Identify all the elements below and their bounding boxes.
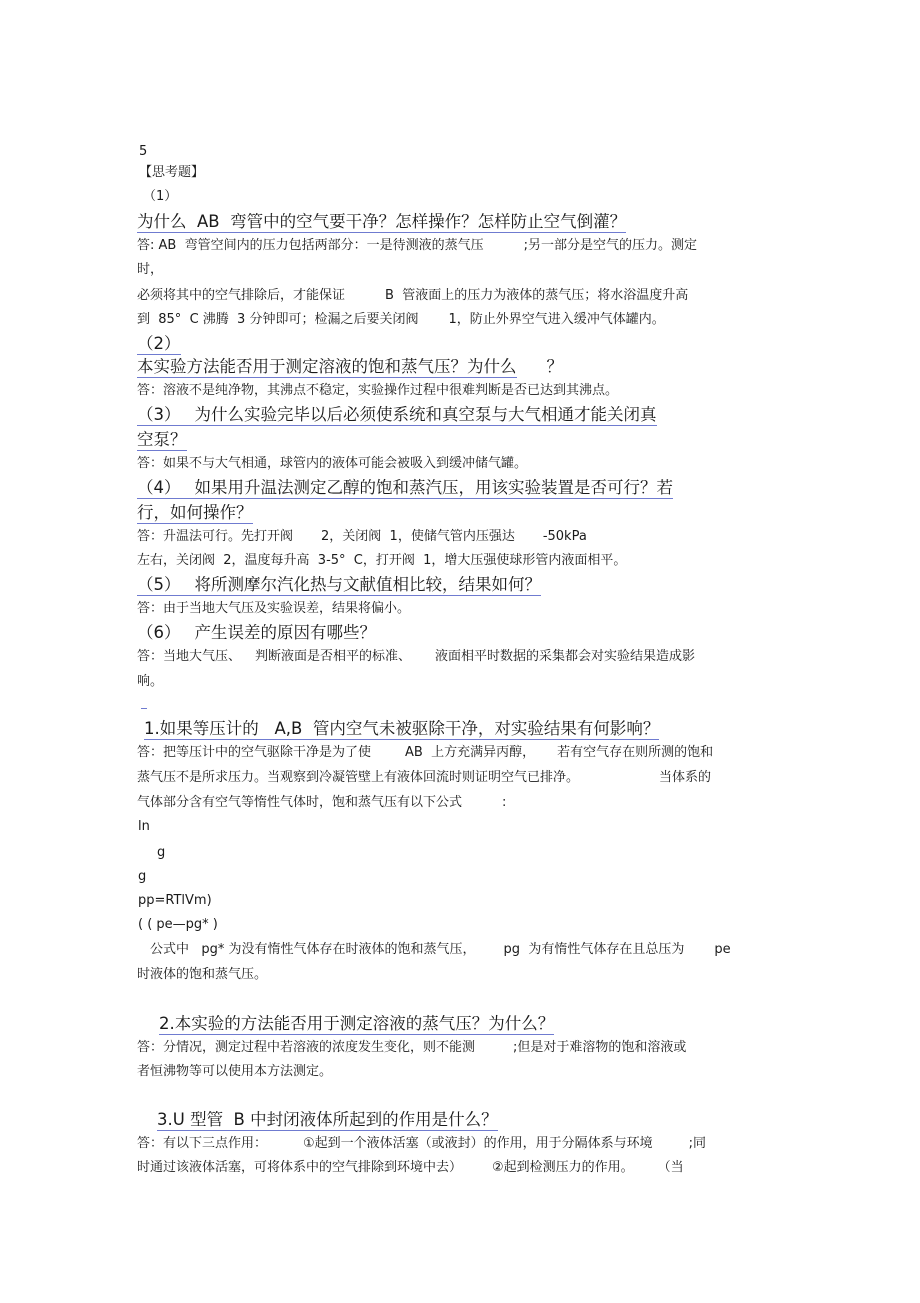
answer-line: 时通过该液体活塞，可将体系中的空气排除到环境中去） ②起到检测压力的作用。 （当 [137, 1160, 684, 1175]
question-title: （3） 为什么实验完毕以后必须使系统和真空泵与大气相通才能关闭真 [137, 405, 657, 424]
formula-line: g [157, 845, 166, 860]
formula-line: g [138, 869, 147, 884]
answer-line: 响。 [137, 674, 164, 689]
section-title: 【思考题】 [139, 165, 205, 180]
answer-line: 答: AB 弯管空间内的压力包括两部分：一是待测液的蒸气压 ;另一部分是空气的压力。测定 [137, 238, 697, 253]
answer-line: 答：由于当地大气压及实验误差，结果将偏小。 [137, 601, 411, 616]
question-title: （4） 如果用升温法测定乙醇的饱和蒸汽压，用该实验装置是否可行？若 [137, 478, 673, 497]
question-title: 空泵？ [137, 430, 187, 449]
answer-line: 答：如果不与大气相通，球管内的液体可能会被吸入到缓冲储气罐。 [137, 456, 528, 471]
question-number: （1） [143, 189, 178, 204]
question-number: （2） [137, 334, 181, 353]
answer-line: 必须将其中的空气排除后，才能保证 B 管液面上的压力为液体的蒸气压；将水浴温度升高 [137, 288, 689, 303]
answer-line: 答：溶液不是纯净物，其沸点不稳定，实验操作过程中很难判断是否已达到其沸点。 [137, 383, 619, 398]
page-number: 5 [139, 144, 148, 159]
answer-line: 答：升温法可行。先打开阀 2，关闭阀 1，使储气管内压强达 -50kPa [137, 529, 587, 544]
formula-line: pp=RTlVm) [138, 893, 212, 908]
formula-line: ( ( pe—pg* ) [138, 917, 218, 932]
answer-line: 答：分情况，测定过程中若溶液的浓度发生变化，则不能测 ;但是对于难溶物的饱和溶液或 [137, 1040, 687, 1055]
answer-line: 答：当地大气压、 判断液面是否相平的标准、 液面相平时数据的采集都会对实验结果造成影 [137, 649, 696, 664]
question-title-text: 为什么 AB 弯管中的空气要干净？怎样操作？怎样防止空气倒灌？ [137, 212, 627, 231]
answer-line: 气体部分含有空气等惰性气体时，饱和蒸气压有以下公式 : [137, 795, 507, 810]
formula-explanation: 时液体的饱和蒸气压。 [137, 967, 268, 982]
answer-line: 者恒沸物等可以使用本方法测定。 [137, 1064, 333, 1079]
answer-line: 左右，关闭阀 2，温度每升高 3-5° C，打开阀 1，增大压强使球形管内液面相平。 [137, 553, 627, 568]
question-title: 1.如果等压计的 A,B 管内空气未被驱除干净，对实验结果有何影响？ [144, 719, 660, 738]
question-title: （5） 将所测摩尔汽化热与文献值相比较，结果如何？ [137, 575, 541, 594]
formula-explanation: 公式中 pg* 为没有惰性气体存在时液体的饱和蒸气压， pg 为有惰性气体存在且总压为 pe [150, 942, 731, 957]
question-title: 3.U 型管 B 中封闭液体所起到的作用是什么？ [157, 1110, 498, 1129]
answer-line: 答：有以下三点作用： ①起到一个液体活塞（或液封）的作用，用于分隔体系与环境 ;同 [137, 1136, 707, 1151]
question-title: 本实验方法能否用于测定溶液的饱和蒸气压？为什么 ？ [137, 357, 563, 376]
answer-line: 答：把等压计中的空气驱除干净是为了使 AB 上方充满异丙醇， 若有空气存在则所测的饱和 [137, 745, 714, 760]
answer-line: 到 85° C 沸腾 3 分钟即可；检漏之后要关闭阀 1，防止外界空气进入缓冲气体罐内。 [137, 312, 665, 327]
question-title: 行，如何操作？ [137, 503, 253, 522]
answer-line: 蒸气压不是所求压力。当观察到冷凝管壁上有液体回流时则证明空气已排净。 当体系的 [137, 770, 712, 785]
formula-line: ln [138, 819, 150, 834]
question-title [137, 212, 626, 232]
question-title: （6） 产生误差的原因有哪些？ [137, 623, 376, 642]
question-title: 2.本实验的方法能否用于测定溶液的蒸气压？为什么？ [159, 1014, 555, 1033]
answer-line: 时， [137, 262, 164, 277]
divider [141, 708, 147, 709]
